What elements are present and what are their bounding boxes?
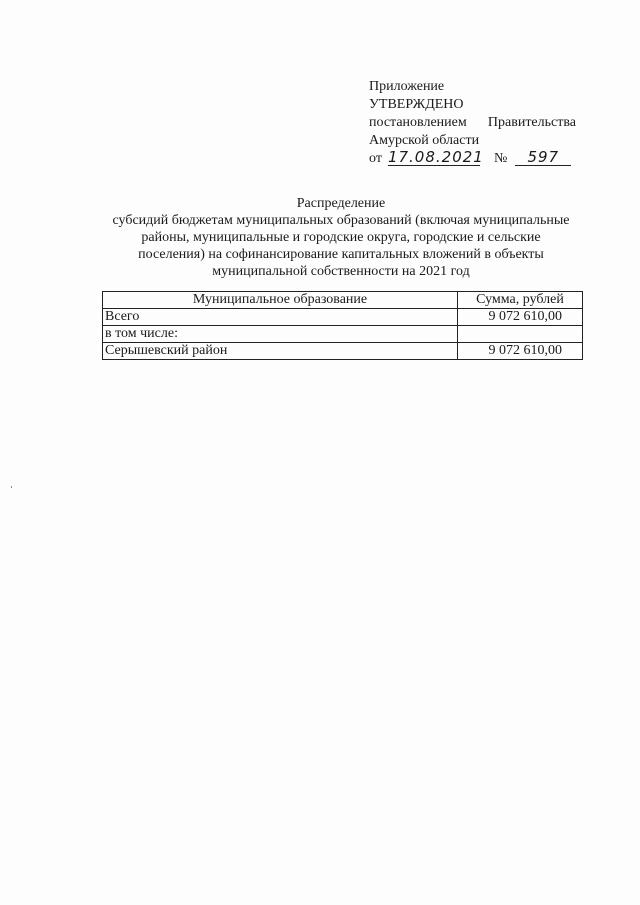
number-sign: № [493, 151, 508, 166]
handwritten-date: 17.08.2021 [387, 148, 484, 166]
row-name: Всего [103, 309, 458, 326]
resolution-word: постановлением [369, 115, 467, 130]
table-row [103, 309, 583, 326]
approved-label: УТВЕРЖДЕНО [369, 97, 464, 112]
appendix-label: Приложение [369, 79, 445, 94]
approval-stamp [369, 78, 579, 168]
resolution-line [369, 114, 576, 132]
table-row [103, 326, 583, 343]
government-word: Правительства [487, 115, 576, 130]
from-label: от [369, 151, 382, 166]
row-name: в том числе: [103, 326, 458, 343]
header-sum: Сумма, рублей [458, 292, 583, 309]
title-line-1: Распределение [296, 196, 386, 211]
handwritten-number: 597 [515, 150, 571, 166]
row-sum [458, 326, 583, 343]
row-name: Серышевский район [103, 343, 458, 360]
title-line-3: районы, муниципальные и городские округа, городские и сельские [141, 230, 541, 245]
region-label: Амурской области [369, 133, 480, 148]
title-line-5: муниципальной собственности на 2021 год [212, 264, 470, 279]
table-row [103, 343, 583, 360]
scan-speck [11, 486, 12, 488]
table-header-row [103, 292, 583, 309]
date-number-line [369, 150, 579, 168]
title-line-2: субсидий бюджетам муниципальных образований (включая муниципальные [112, 213, 570, 228]
row-sum: 9 072 610,00 [458, 309, 583, 326]
header-municipality: Муниципальное образование [103, 292, 458, 309]
document-title [96, 195, 586, 280]
distribution-table [102, 291, 583, 360]
row-sum: 9 072 610,00 [458, 343, 583, 360]
title-line-4: поселения) на софинансирование капитальных вложений в объекты [138, 247, 544, 262]
